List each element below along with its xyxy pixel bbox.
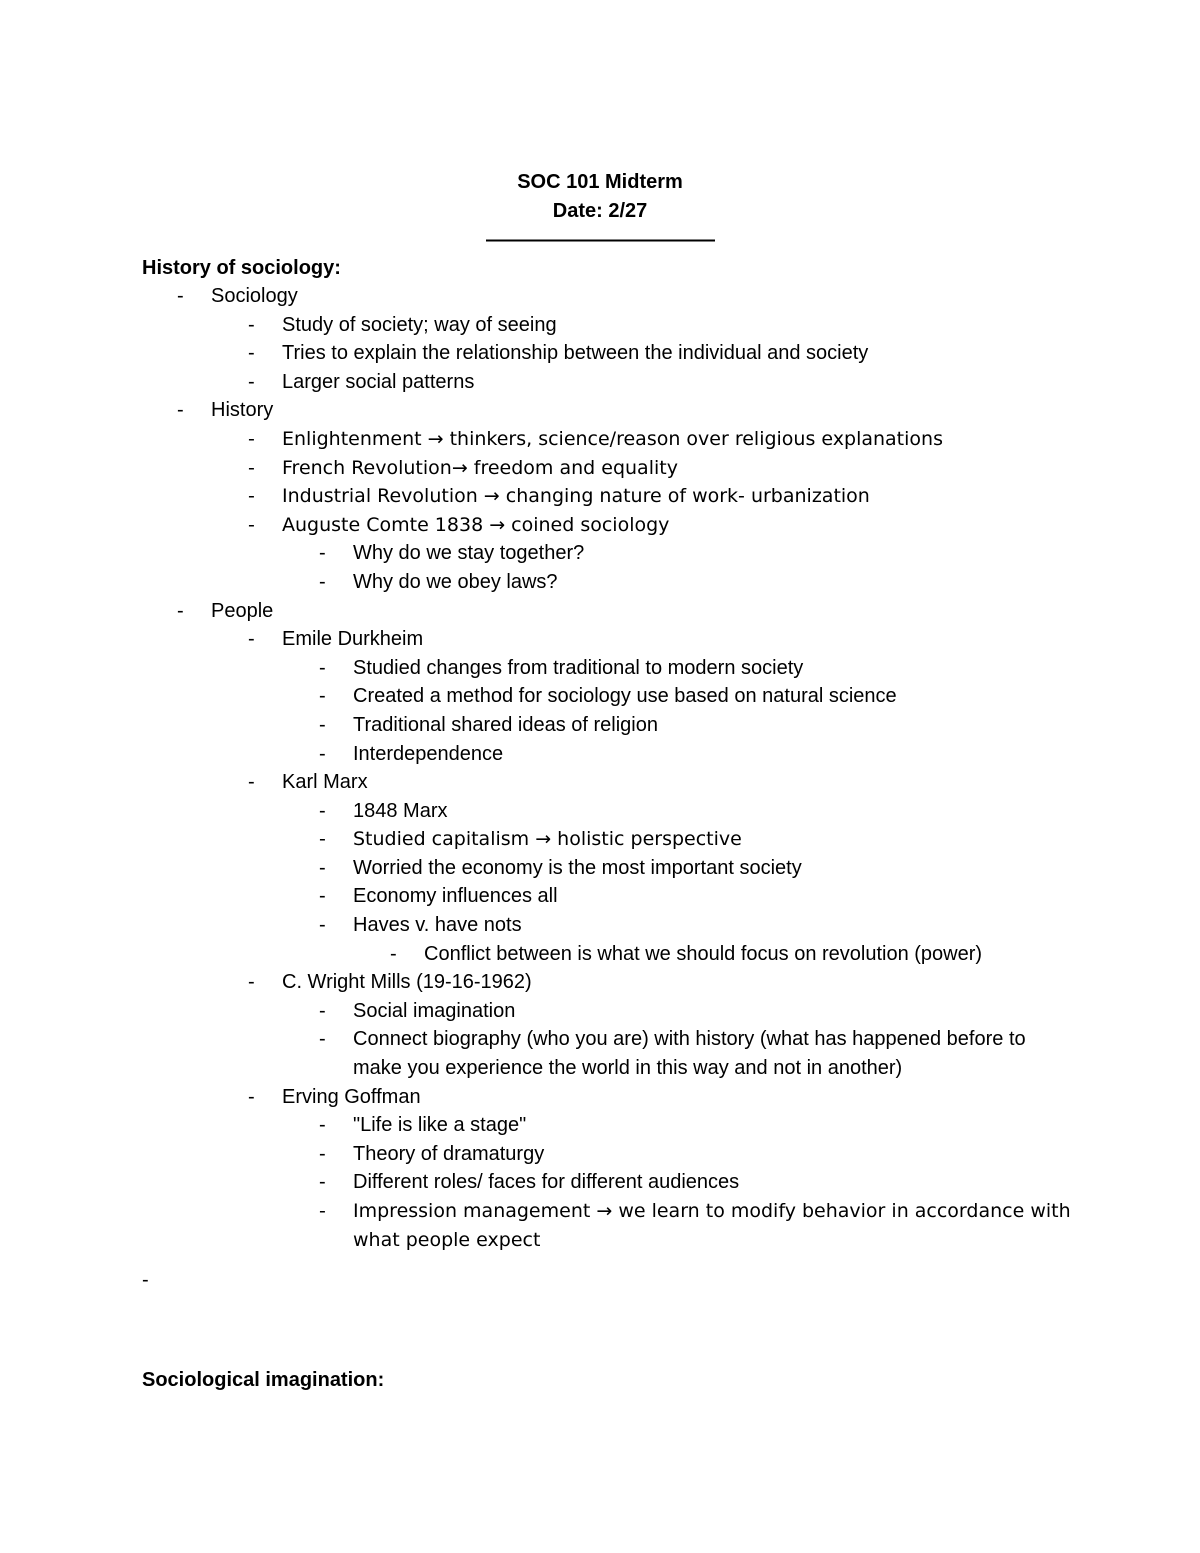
outline-item-level-3: - Economy influences all — [0, 882, 1200, 911]
outline-item-level-3: - "Life is like a stage" — [0, 1111, 1200, 1140]
outline-item-level-1: - Sociology — [0, 282, 1200, 311]
outline-item-level-4: - Conflict between is what we should focus on revolution (power) — [0, 940, 1200, 969]
outline-item-level-3: - Theory of dramaturgy — [0, 1140, 1200, 1169]
outline-item-level-2: - French Revolution→ freedom and equality — [0, 454, 1200, 483]
outline-item-level-2: - Study of society; way of seeing — [0, 311, 1200, 340]
outline-item-level-3: - Social imagination — [0, 997, 1200, 1026]
section-heading-imagination: Sociological imagination: — [142, 1369, 385, 1391]
horizontal-rule: ———————————— — [486, 229, 714, 251]
outline-item-level-3: - Connect biography (who you are) with history (what has happened before to make you experience the world in this way and not in another) — [0, 1025, 1073, 1082]
outline-item-level-2: - Karl Marx — [0, 768, 1200, 797]
outline-item-level-3: - 1848 Marx — [0, 797, 1200, 826]
document-date: Date: 2/27 — [552, 200, 648, 222]
document-title: SOC 101 Midterm — [517, 171, 683, 193]
outline-item-level-2: - Auguste Comte 1838 → coined sociology — [0, 511, 1200, 540]
outline-item-level-2: - Tries to explain the relationship between the individual and society — [0, 339, 1200, 368]
outline-item-level-3: - Interdependence — [0, 740, 1200, 769]
outline-item-level-1: - People — [0, 597, 1200, 626]
outline-item-level-1: - History — [0, 396, 1200, 425]
section-heading-history: History of sociology: — [142, 257, 341, 279]
outline-item-level-2: - Industrial Revolution → changing nature of work- urbanization — [0, 482, 1200, 511]
outline-item-level-2: - Enlightenment → thinkers, science/reason over religious explanations — [0, 425, 1200, 454]
outline-item-level-3: - Why do we stay together? — [0, 539, 1200, 568]
outline-item-level-3: - Haves v. have nots — [0, 911, 1200, 940]
outline-item-level-3: - Why do we obey laws? — [0, 568, 1200, 597]
outline-item-level-2: - Larger social patterns — [0, 368, 1200, 397]
empty-bullet: - — [142, 1269, 149, 1291]
notes-outline — [0, 282, 1200, 1254]
outline-item-level-3: - Created a method for sociology use based on natural science — [0, 682, 1200, 711]
outline-item-level-3: - Studied changes from traditional to modern society — [0, 654, 1200, 683]
outline-item-level-2: - Emile Durkheim — [0, 625, 1200, 654]
outline-item-level-3: - Traditional shared ideas of religion — [0, 711, 1200, 740]
outline-item-level-3: - Different roles/ faces for different audiences — [0, 1168, 1200, 1197]
outline-item-level-3: - Impression management → we learn to modify behavior in accordance with what people expect — [0, 1197, 1073, 1254]
outline-item-level-3: - Studied capitalism → holistic perspective — [0, 825, 1200, 854]
outline-item-level-3: - Worried the economy is the most important society — [0, 854, 1200, 883]
outline-item-level-2: - Erving Goffman — [0, 1083, 1200, 1112]
outline-item-level-2: - C. Wright Mills (19-16-1962) — [0, 968, 1200, 997]
